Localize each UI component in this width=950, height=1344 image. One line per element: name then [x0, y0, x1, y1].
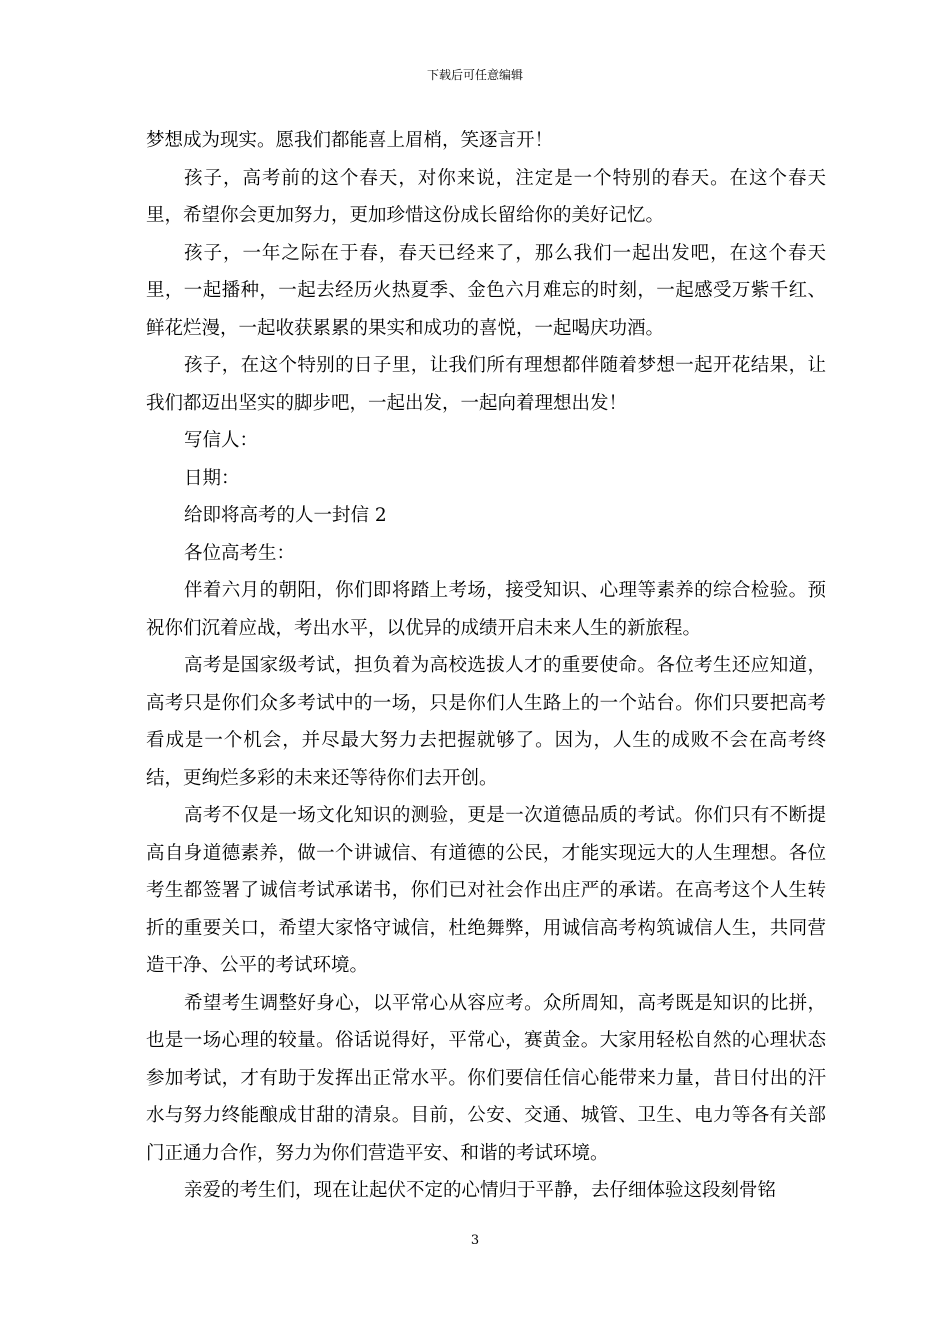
- paragraph: 高考不仅是一场文化知识的测验，更是一次道德品质的考试。你们只有不断提高自身道德素养，做一个讲诚信、有道德的公民，才能实现远大的人生理想。各位考生都签署了诚信考试承诺书，你们已对社会作出庄严的承诺。在高考这个人生转折的重要关口，希望大家恪守诚信，杜绝舞弊，用诚信高考构筑诚信人生，共同营造干净、公平的考试环境。: [146, 805, 826, 976]
- paragraph: 高考是国家级考试，担负着为高校选拔人才的重要使命。各位考生还应知道，高考只是你们众多考试中的一场，只是你们人生路上的一个站台。你们只要把高考看成是一个机会，并尽最大努力去把握就够了。因为，人生的成败不会在高考终结，更绚烂多彩的未来还等待你们去开创。: [146, 655, 826, 789]
- letter-signature-label: 写信人：: [184, 430, 259, 451]
- document-body: [146, 122, 826, 1210]
- page-header: 下载后可任意编辑: [426, 68, 523, 82]
- paragraph: 孩子，高考前的这个春天，对你来说，注定是一个特别的春天。在这个春天里，希望你会更加努力，更加珍惜这份成长留给你的美好记忆。: [146, 167, 826, 226]
- paragraph: 亲爱的考生们，现在让起伏不定的心情归于平静，去仔细体验这段刻骨铭: [184, 1180, 777, 1201]
- paragraph: 伴着六月的朝阳，你们即将踏上考场，接受知识、心理等素养的综合检验。预祝你们沉着应战，考出水平，以优异的成绩开启未来人生的新旅程。: [146, 580, 826, 639]
- paragraph: 孩子，一年之际在于春，春天已经来了，那么我们一起出发吧，在这个春天里，一起播种，一起去经历火热夏季、金色六月难忘的时刻，一起感受万紫千红、鲜花烂漫，一起收获累累的果实和成功的喜悦，一起喝庆功酒。: [146, 242, 826, 339]
- page-number: 3: [470, 1233, 480, 1248]
- letter-salutation: 各位高考生：: [184, 542, 296, 564]
- letter-date-label: 日期：: [184, 467, 240, 489]
- paragraph: 梦想成为现实。愿我们都能喜上眉梢，笑逐言开！: [146, 130, 554, 151]
- paragraph: 希望考生调整好身心，以平常心从容应考。众所周知，高考既是知识的比拼，也是一场心理的较量。俗话说得好，平常心，赛黄金。大家用轻松自然的心理状态参加考试，才有助于发挥出正常水平。你们要信任信心能带来力量，昔日付出的汗水与努力终能酿成甘甜的清泉。目前，公安、交通、城管、卫生、电力等各有关部门正通力合作，努力为你们营造平安、和谐的考试环境。: [146, 992, 826, 1164]
- section-title: 给即将高考的人一封信 2: [184, 505, 387, 526]
- paragraph: 孩子，在这个特别的日子里，让我们所有理想都伴随着梦想一起开花结果，让我们都迈出坚实的脚步吧，一起出发，一起向着理想出发！: [146, 355, 826, 414]
